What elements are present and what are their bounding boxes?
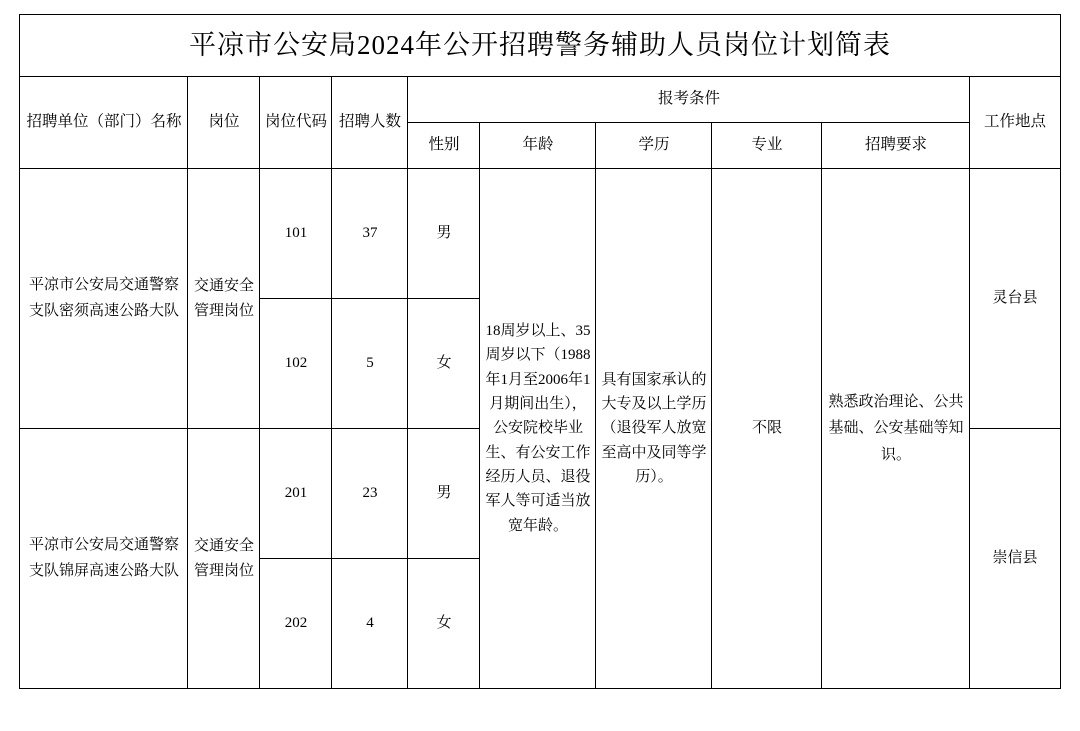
header-location: 工作地点 [970, 77, 1060, 169]
cell-sex: 女 [408, 299, 480, 429]
cell-post: 交通安全管理岗位 [188, 169, 260, 429]
header-row-1 [20, 77, 1060, 123]
document-title: 平凉市公安局2024年公开招聘警务辅助人员岗位计划简表 [20, 15, 1060, 77]
cell-code: 101 [260, 169, 332, 299]
recruitment-plan-table [19, 14, 1060, 689]
table-row [20, 169, 1060, 299]
cell-major: 不限 [712, 169, 822, 689]
header-education: 学历 [596, 123, 712, 169]
header-code: 岗位代码 [260, 77, 332, 169]
header-post: 岗位 [188, 77, 260, 169]
cell-education: 具有国家承认的大专及以上学历（退役军人放宽至高中及同等学历）。 [596, 169, 712, 689]
title-row [20, 15, 1060, 77]
cell-count: 4 [332, 559, 408, 689]
cell-location: 崇信县 [970, 429, 1060, 689]
cell-location: 灵台县 [970, 169, 1060, 429]
cell-count: 37 [332, 169, 408, 299]
cell-code: 201 [260, 429, 332, 559]
cell-code: 202 [260, 559, 332, 689]
header-requirement: 招聘要求 [822, 123, 970, 169]
cell-count: 5 [332, 299, 408, 429]
cell-post: 交通安全管理岗位 [188, 429, 260, 689]
header-major: 专业 [712, 123, 822, 169]
header-age: 年龄 [480, 123, 596, 169]
cell-sex: 男 [408, 429, 480, 559]
cell-age: 18周岁以上、35周岁以下（1988年1月至2006年1月期间出生），公安院校毕业生、有公安工作经历人员、退役军人等可适当放宽年龄。 [480, 169, 596, 689]
cell-code: 102 [260, 299, 332, 429]
cell-sex: 男 [408, 169, 480, 299]
cell-sex: 女 [408, 559, 480, 689]
header-conditions-group: 报考条件 [408, 77, 970, 123]
cell-unit: 平凉市公安局交通警察支队密须高速公路大队 [20, 169, 188, 429]
cell-requirement: 熟悉政治理论、公共基础、公安基础等知识。 [822, 169, 970, 689]
header-unit: 招聘单位（部门）名称 [20, 77, 188, 169]
cell-count: 23 [332, 429, 408, 559]
header-sex: 性别 [408, 123, 480, 169]
header-count: 招聘人数 [332, 77, 408, 169]
cell-unit: 平凉市公安局交通警察支队锦屏高速公路大队 [20, 429, 188, 689]
